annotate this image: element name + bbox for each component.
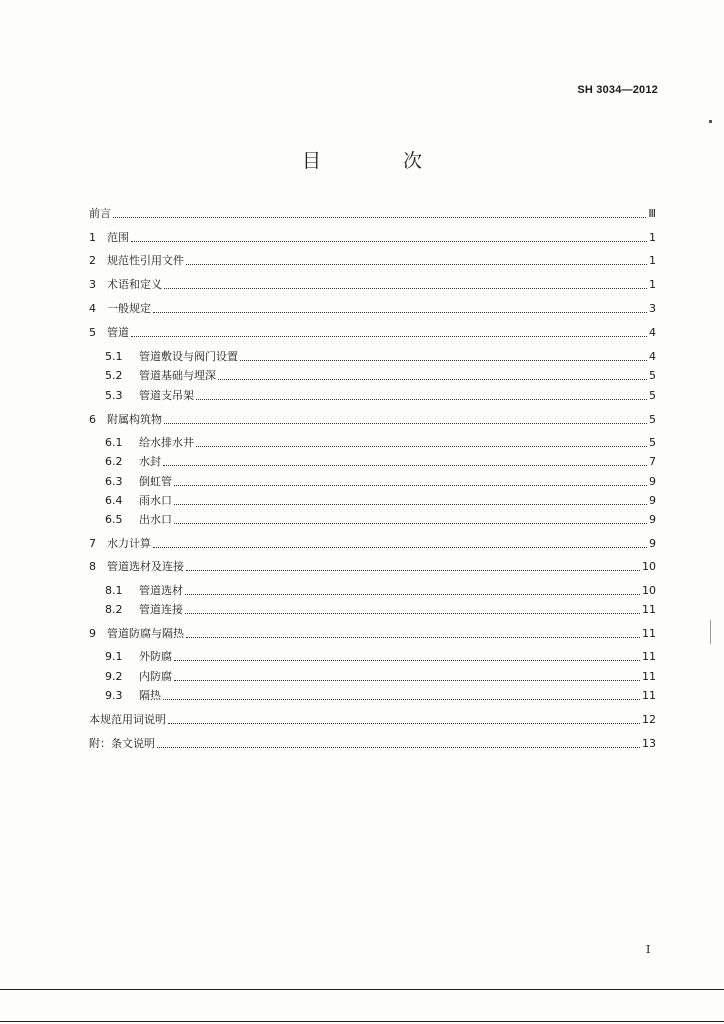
toc-dot-leader bbox=[163, 698, 640, 700]
toc-entry bbox=[89, 322, 656, 340]
toc-entry-page: 11 bbox=[642, 670, 656, 683]
toc-entry-label: 管道 bbox=[107, 326, 129, 339]
toc-entry-number: 6.5 bbox=[105, 513, 123, 526]
toc-entry-page: 9 bbox=[649, 513, 656, 526]
toc-entry-label: 外防腐 bbox=[139, 650, 172, 663]
toc-dot-leader bbox=[174, 503, 647, 505]
toc-dot-leader bbox=[164, 422, 647, 424]
toc-entry bbox=[105, 685, 656, 703]
toc-entry-page: 10 bbox=[642, 584, 656, 597]
toc-entry-number: 9.3 bbox=[105, 689, 123, 702]
toc-entry-number: 8.1 bbox=[105, 584, 123, 597]
toc-entry bbox=[89, 623, 656, 641]
toc-entry bbox=[89, 298, 656, 316]
toc-entry-number: 3 bbox=[89, 278, 96, 291]
scan-speck bbox=[710, 620, 711, 644]
toc-dot-leader bbox=[240, 359, 647, 361]
toc-entry-number: 6.2 bbox=[105, 455, 123, 468]
toc-entry-page: Ⅲ bbox=[648, 207, 656, 220]
toc-entry-label: 给水排水井 bbox=[139, 436, 194, 449]
toc-entry-number: 5.3 bbox=[105, 389, 123, 402]
toc-entry bbox=[89, 227, 656, 245]
toc-entry-label: 规范性引用文件 bbox=[107, 254, 184, 267]
toc-dot-leader bbox=[218, 378, 647, 380]
toc-entry-page: 5 bbox=[649, 389, 656, 402]
footer-rule-top bbox=[0, 989, 724, 990]
toc-dot-leader bbox=[185, 612, 640, 614]
toc-entry-number: 2 bbox=[89, 254, 96, 267]
toc-entry-number: 8 bbox=[89, 560, 96, 573]
toc-dot-leader bbox=[186, 263, 647, 265]
toc-entry-label: 管道连接 bbox=[139, 603, 183, 616]
toc-entry-page: 5 bbox=[649, 436, 656, 449]
toc-entry-number: 7 bbox=[89, 537, 96, 550]
toc-entry bbox=[89, 733, 656, 751]
toc-entry-page: 5 bbox=[649, 413, 656, 426]
toc-entry-page: 4 bbox=[649, 350, 656, 363]
toc-entry-number: 6 bbox=[89, 413, 96, 426]
toc-dot-leader bbox=[153, 311, 647, 313]
toc-entry-page: 9 bbox=[649, 475, 656, 488]
toc-entry bbox=[105, 509, 656, 527]
toc-dot-leader bbox=[131, 335, 647, 337]
toc-entry-page: 1 bbox=[649, 278, 656, 291]
toc-entry-page: 1 bbox=[649, 231, 656, 244]
scan-speck bbox=[709, 120, 712, 123]
toc-entry-number: 5 bbox=[89, 326, 96, 339]
toc-entry bbox=[89, 409, 656, 427]
toc-entry-number: 9 bbox=[89, 627, 96, 640]
toc-dot-leader bbox=[174, 522, 647, 524]
toc-entry-page: 11 bbox=[642, 689, 656, 702]
toc-entry-number: 6.3 bbox=[105, 475, 123, 488]
toc-entry bbox=[89, 203, 656, 221]
toc-entry-label: 管道支吊架 bbox=[139, 389, 194, 402]
toc-entry-page: 9 bbox=[649, 494, 656, 507]
toc-entry-label: 术语和定义 bbox=[107, 278, 162, 291]
toc-entry bbox=[89, 709, 656, 727]
toc-entry-number: 6.4 bbox=[105, 494, 123, 507]
toc-entry bbox=[105, 346, 656, 364]
toc-entry-label: 管道敷设与阀门设置 bbox=[139, 350, 238, 363]
toc-entry bbox=[105, 432, 656, 450]
toc-entry bbox=[105, 490, 656, 508]
toc-entry-page: 1 bbox=[649, 254, 656, 267]
toc-entry-label: 前言 bbox=[89, 207, 111, 220]
toc-entry bbox=[89, 250, 656, 268]
toc-entry-page: 12 bbox=[642, 713, 656, 726]
toc-entry-label: 出水口 bbox=[139, 513, 172, 526]
toc-entry-label: 内防腐 bbox=[139, 670, 172, 683]
toc-entry bbox=[105, 385, 656, 403]
toc-dot-leader bbox=[153, 546, 647, 548]
toc-entry-label: 管道选材及连接 bbox=[107, 560, 184, 573]
toc-entry-label: 倒虹管 bbox=[139, 475, 172, 488]
toc-dot-leader bbox=[157, 746, 640, 748]
toc-entry bbox=[105, 580, 656, 598]
toc-entry-number: 9.1 bbox=[105, 650, 123, 663]
toc-entry bbox=[105, 599, 656, 617]
toc-entry-label: 本规范用词说明 bbox=[89, 713, 166, 726]
toc-dot-leader bbox=[186, 636, 640, 638]
toc-entry bbox=[105, 451, 656, 469]
page-number: I bbox=[646, 943, 651, 956]
toc-entry-page: 10 bbox=[642, 560, 656, 573]
toc-entry-number: 5.1 bbox=[105, 350, 123, 363]
toc-dot-leader bbox=[185, 593, 640, 595]
toc-dot-leader bbox=[164, 287, 647, 289]
toc-entry-label: 管道基础与埋深 bbox=[139, 369, 216, 382]
toc-entry-number: 1 bbox=[89, 231, 96, 244]
toc-entry-page: 11 bbox=[642, 650, 656, 663]
toc-entry bbox=[105, 471, 656, 489]
toc-dot-leader bbox=[174, 484, 647, 486]
toc-entry-number: 8.2 bbox=[105, 603, 123, 616]
toc-entry-label: 范围 bbox=[107, 231, 129, 244]
toc-entry-label: 管道防腐与隔热 bbox=[107, 627, 184, 640]
toc-entry-label: 水力计算 bbox=[107, 537, 151, 550]
toc-entry-number: 9.2 bbox=[105, 670, 123, 683]
toc-dot-leader bbox=[168, 722, 640, 724]
toc-entry bbox=[89, 556, 656, 574]
toc-entry bbox=[89, 533, 656, 551]
toc-dot-leader bbox=[174, 679, 640, 681]
toc-entry bbox=[89, 274, 656, 292]
toc-entry-label: 水封 bbox=[139, 455, 161, 468]
toc-dot-leader bbox=[131, 240, 647, 242]
toc-entry-label: 一般规定 bbox=[107, 302, 151, 315]
toc-entry bbox=[105, 666, 656, 684]
toc-entry-label: 管道选材 bbox=[139, 584, 183, 597]
toc-entry-number: 4 bbox=[89, 302, 96, 315]
toc-entry-label: 附：条文说明 bbox=[89, 737, 155, 750]
toc-entry-number: 5.2 bbox=[105, 369, 123, 382]
footer-rule-bottom bbox=[0, 1021, 724, 1022]
toc-dot-leader bbox=[174, 659, 640, 661]
toc-dot-leader bbox=[163, 464, 647, 466]
document-code: SH 3034—2012 bbox=[577, 84, 658, 96]
toc-entry bbox=[105, 646, 656, 664]
toc-entry-page: 9 bbox=[649, 537, 656, 550]
toc-entry-page: 3 bbox=[649, 302, 656, 315]
toc-entry-label: 雨水口 bbox=[139, 494, 172, 507]
toc-entry-label: 隔热 bbox=[139, 689, 161, 702]
toc-dot-leader bbox=[113, 216, 646, 218]
toc-dot-leader bbox=[186, 569, 640, 571]
toc-entry-label: 附属构筑物 bbox=[107, 413, 162, 426]
toc-entry-page: 13 bbox=[642, 737, 656, 750]
toc-entry-page: 11 bbox=[642, 603, 656, 616]
page-title: 目 次 bbox=[301, 150, 461, 172]
toc-entry-page: 4 bbox=[649, 326, 656, 339]
toc-entry-number: 6.1 bbox=[105, 436, 123, 449]
toc-entry-page: 5 bbox=[649, 369, 656, 382]
toc-entry-page: 7 bbox=[649, 455, 656, 468]
toc-dot-leader bbox=[196, 445, 647, 447]
toc-entry-page: 11 bbox=[642, 627, 656, 640]
toc-dot-leader bbox=[196, 398, 647, 400]
toc-entry bbox=[105, 365, 656, 383]
